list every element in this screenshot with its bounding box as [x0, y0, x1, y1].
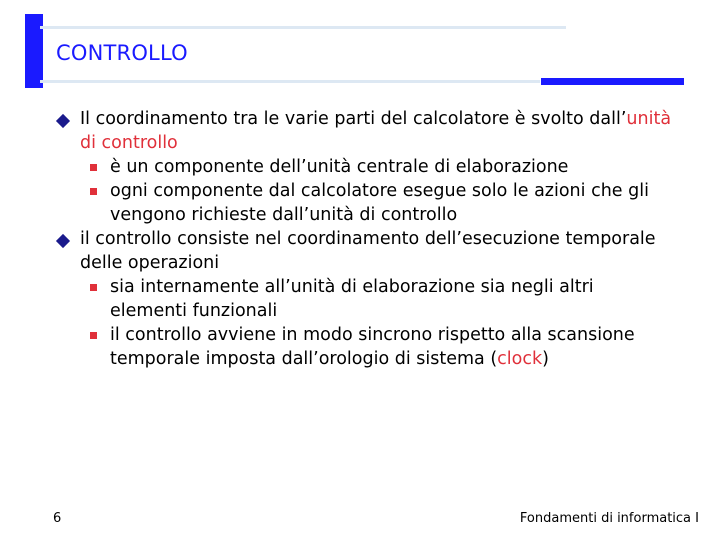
- sub-bullet-item: [56, 155, 676, 179]
- highlight-text: unità di controllo: [80, 109, 672, 153]
- footer-course-title: Fondamenti di informatica I: [519, 511, 699, 526]
- header-right-bar: [541, 78, 684, 85]
- bullet-item: [56, 227, 676, 275]
- header-bottom-rule: [40, 80, 540, 83]
- page-number: 6: [53, 511, 62, 526]
- square-bullet-icon: [90, 188, 97, 195]
- slide-body: [56, 107, 676, 371]
- highlight-text: clock: [497, 349, 543, 369]
- sub-bullet-item: [56, 323, 676, 371]
- sub-bullet-item: [56, 275, 676, 323]
- bullet-item: [56, 107, 676, 155]
- sub-bullet-text: ogni componente dal calcolatore esegue solo le azioni che gli vengono richieste dall’unità di controllo: [110, 181, 649, 225]
- square-bullet-icon: [90, 164, 97, 171]
- diamond-bullet-icon: [56, 234, 70, 248]
- sub-bullet-text: sia internamente all’unità di elaborazione sia negli altri elementi funzionali: [110, 277, 594, 321]
- bullet-text: Il coordinamento tra le varie parti del calcolatore è svolto dall’: [80, 109, 627, 129]
- bullet-text: il controllo consiste nel coordinamento dell’esecuzione temporale delle operazioni: [80, 229, 656, 273]
- diamond-bullet-icon: [56, 114, 70, 128]
- sub-bullet-text-end: ): [542, 349, 549, 369]
- square-bullet-icon: [90, 284, 97, 291]
- header-top-rule: [40, 26, 566, 29]
- sub-bullet-item: [56, 179, 676, 227]
- slide-title: CONTROLLO: [56, 41, 188, 65]
- sub-bullet-text: è un componente dell’unità centrale di elaborazione: [110, 157, 569, 177]
- sub-bullet-text: il controllo avviene in modo sincrono rispetto alla scansione temporale imposta dall’orologio di sistema (: [110, 325, 635, 369]
- square-bullet-icon: [90, 332, 97, 339]
